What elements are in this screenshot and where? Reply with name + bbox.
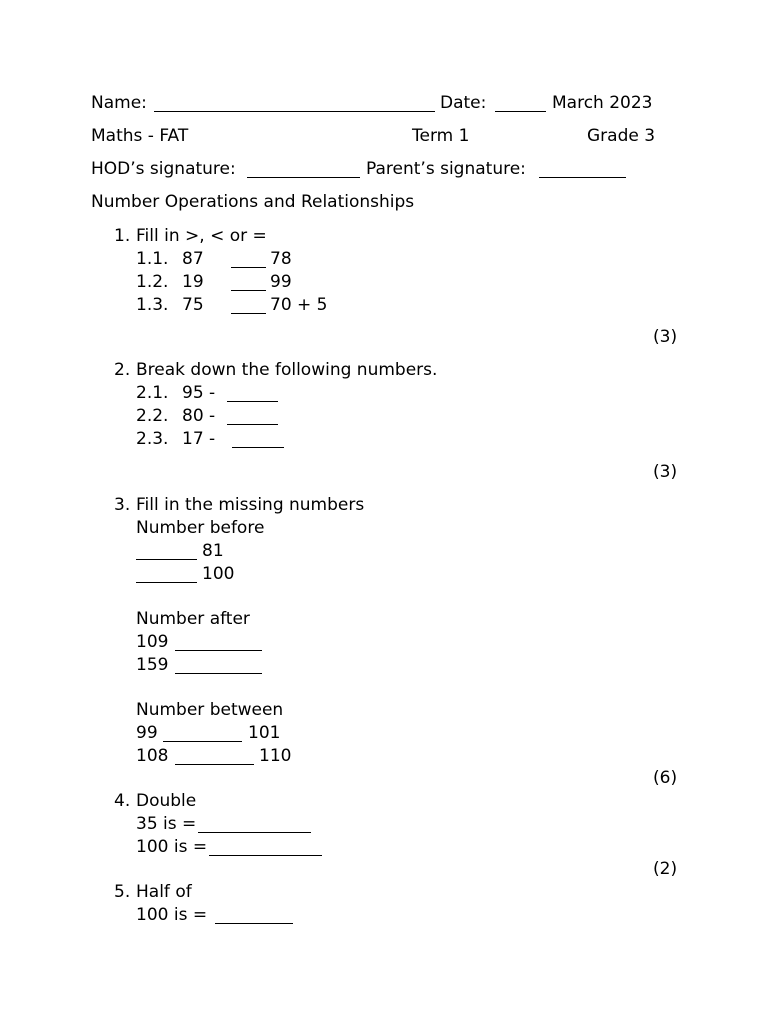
number-between-blank[interactable] [163, 725, 242, 742]
q2-item-blank[interactable] [232, 431, 284, 448]
q2-marks: (3) [653, 462, 678, 482]
q1-item-right: 78 [270, 249, 292, 269]
number-before-value: 100 [202, 564, 235, 584]
q2-item-text: 17 - [182, 429, 216, 449]
hod-signature-label: HOD’s signature: [91, 159, 236, 179]
q3-marks: (6) [653, 768, 678, 788]
q2-item-blank[interactable] [227, 408, 278, 425]
number-between-blank[interactable] [175, 748, 254, 765]
q1-item-blank[interactable] [231, 274, 266, 291]
number-after-blank[interactable] [175, 657, 262, 674]
q2-number: 2. [114, 360, 131, 380]
q1-marks: (3) [653, 327, 678, 347]
date-value: March 2023 [552, 93, 653, 113]
q1-item-blank[interactable] [231, 251, 266, 268]
parent-signature-label: Parent’s signature: [366, 159, 526, 179]
number-between-right: 110 [259, 746, 292, 766]
q2-item-num: 2.1. [136, 383, 169, 403]
number-before-blank[interactable] [136, 566, 197, 583]
q2-item-text: 95 - [182, 383, 216, 403]
q2-item-blank[interactable] [227, 385, 278, 402]
q3-number: 3. [114, 495, 131, 515]
q1-item-num: 1.1. [136, 249, 169, 269]
q1-item-left: 19 [182, 272, 204, 292]
q3-prompt: Fill in the missing numbers [136, 495, 365, 515]
q5-number: 5. [114, 882, 131, 902]
q2-prompt: Break down the following numbers. [136, 360, 438, 380]
q4-number: 4. [114, 791, 131, 811]
q1-item-right: 99 [270, 272, 292, 292]
q1-number: 1. [114, 226, 131, 246]
number-after-heading: Number after [136, 609, 250, 629]
q5-item-blank[interactable] [215, 907, 293, 924]
name-blank[interactable] [154, 95, 435, 112]
q4-item-blank[interactable] [198, 816, 311, 833]
number-between-heading: Number between [136, 700, 284, 720]
number-after-value: 109 [136, 632, 169, 652]
q1-item-blank[interactable] [231, 297, 266, 314]
number-between-left: 108 [136, 746, 169, 766]
date-blank[interactable] [495, 95, 546, 112]
number-between-right: 101 [248, 723, 281, 743]
date-label: Date: [440, 93, 487, 113]
q1-item-num: 1.2. [136, 272, 169, 292]
q2-item-num: 2.3. [136, 429, 169, 449]
q4-item-text: 35 is = [136, 814, 197, 834]
number-after-blank[interactable] [175, 634, 262, 651]
hod-signature-blank[interactable] [247, 161, 360, 178]
name-label: Name: [91, 93, 147, 113]
number-after-value: 159 [136, 655, 169, 675]
q1-item-right: 70 + 5 [270, 295, 328, 315]
q2-item-text: 80 - [182, 406, 216, 426]
q1-prompt: Fill in >, < or = [136, 226, 267, 246]
term: Term 1 [412, 126, 470, 146]
number-between-left: 99 [136, 723, 158, 743]
subject: Maths - FAT [91, 126, 189, 146]
q1-item-left: 75 [182, 295, 204, 315]
q4-item-blank[interactable] [209, 839, 322, 856]
q5-prompt: Half of [136, 882, 192, 902]
number-before-heading: Number before [136, 518, 265, 538]
parent-signature-blank[interactable] [539, 161, 626, 178]
number-before-value: 81 [202, 541, 224, 561]
grade: Grade 3 [587, 126, 656, 146]
q1-item-left: 87 [182, 249, 204, 269]
q4-item-text: 100 is = [136, 837, 208, 857]
q4-marks: (2) [653, 859, 678, 879]
q2-item-num: 2.2. [136, 406, 169, 426]
q4-prompt: Double [136, 791, 197, 811]
number-before-blank[interactable] [136, 543, 197, 560]
q1-item-num: 1.3. [136, 295, 169, 315]
section-title: Number Operations and Relationships [91, 192, 415, 212]
q5-item-text: 100 is = [136, 905, 208, 925]
